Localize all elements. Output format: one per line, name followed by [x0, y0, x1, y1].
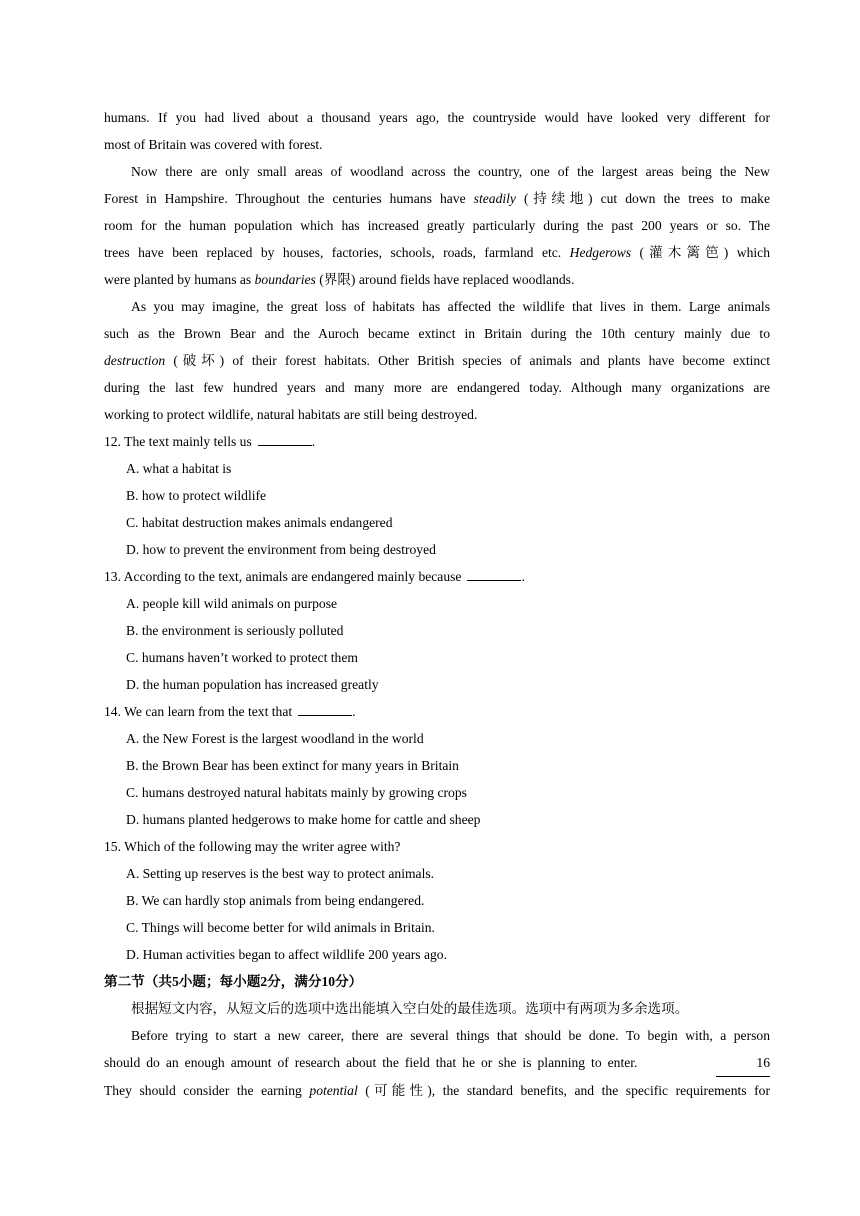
passage-paragraph-0	[104, 104, 770, 158]
text-line	[104, 185, 770, 212]
italic-term: boundaries	[254, 272, 316, 287]
text-run: Forest in Hampshire. Throughout the centuries humans have	[104, 191, 474, 206]
option-b: B. how to protect wildlife	[126, 488, 267, 503]
text-run: (灌木篱笆) which	[631, 245, 770, 260]
option-b: B. the Brown Bear has been extinct for many years in Britain	[126, 758, 459, 773]
text-run: They should consider the earning	[104, 1083, 310, 1098]
italic-term: destruction	[104, 353, 166, 368]
text-line: humans. If you had lived about a thousand years ago, the countryside would have looked very different for	[104, 110, 770, 125]
question-end: .	[352, 704, 356, 719]
text-run: (可能性), the standard benefits, and the specific requirements for	[357, 1083, 770, 1098]
question-stem: 15. Which of the following may the writer agree with?	[104, 839, 401, 854]
text-line: room for the human population which has increased greatly particularly during the past 200 years or so. The	[104, 218, 770, 233]
text-run: should do an enough amount of research about the field that he or she is planning to enter.	[104, 1055, 638, 1070]
option-c: C. Things will become better for wild animals in Britain.	[126, 920, 435, 935]
text-line: during the last few hundred years and many more are endangered today. Although many organizations are	[104, 380, 770, 395]
text-line	[104, 1077, 770, 1104]
question-13	[104, 563, 770, 590]
text-run: were planted by humans as	[104, 272, 255, 287]
text-run: (界限) around fields have replaced woodlands.	[315, 272, 575, 287]
text-line: Now there are only small areas of woodland across the country, one of the largest areas being the New	[131, 164, 770, 179]
question-15	[104, 833, 770, 860]
text-run: (持续地) cut down the trees to make	[515, 191, 770, 206]
option-d: D. the human population has increased greatly	[126, 677, 379, 692]
question-end: .	[311, 434, 316, 449]
section-heading: 第二节（共5小题；每小题2分，满分10分）	[104, 974, 363, 989]
text-line	[104, 239, 770, 266]
option-a: A. Setting up reserves is the best way to protect animals.	[126, 866, 435, 881]
blank-number: 16	[716, 1049, 770, 1077]
option-b: B. the environment is seriously polluted	[126, 623, 344, 638]
text-line	[104, 1049, 770, 1077]
question-stem: 14. We can learn from the text that	[104, 704, 293, 719]
text-line: working to protect wildlife, natural habitats are still being destroyed.	[104, 407, 478, 422]
question-stem: 13. According to the text, animals are endangered mainly because	[104, 569, 462, 584]
text-run: trees have been replaced by houses, factories, schools, roads, farmland etc.	[104, 245, 570, 260]
question-14	[104, 698, 770, 725]
answer-blank	[467, 566, 521, 581]
section-instruction: 根据短文内容，从短文后的选项中选出能填入空白处的最佳选项。选项中有两项为多余选项。	[131, 1001, 689, 1016]
question-end: .	[521, 569, 525, 584]
text-line	[104, 266, 770, 293]
option-c: C. humans haven’t worked to protect them	[126, 650, 358, 665]
option-c: C. habitat destruction makes animals endangered	[126, 515, 393, 530]
italic-term: Hedgerows	[569, 245, 632, 260]
passage-paragraph-2	[104, 293, 770, 428]
text-line	[104, 347, 770, 374]
text-line: most of Britain was covered with forest.	[104, 137, 323, 152]
option-a: A. the New Forest is the largest woodland in the world	[126, 731, 424, 746]
text-run: (破坏) of their forest habitats. Other British species of animals and plants have become extinct	[165, 353, 770, 368]
section2-paragraph	[104, 1022, 770, 1104]
answer-blank	[298, 701, 352, 716]
question-12	[104, 428, 770, 455]
italic-term: potential	[309, 1083, 358, 1098]
question-stem: 12. The text mainly tells us	[104, 434, 252, 449]
italic-term: steadily	[473, 191, 516, 206]
option-c: C. humans destroyed natural habitats mainly by growing crops	[126, 785, 467, 800]
option-d: D. humans planted hedgerows to make home for cattle and sheep	[126, 812, 481, 827]
option-d: D. Human activities began to affect wildlife 200 years ago.	[126, 947, 447, 962]
text-line: As you may imagine, the great loss of habitats has affected the wildlife that lives in them. Large animals	[131, 299, 770, 314]
option-a: A. people kill wild animals on purpose	[126, 596, 338, 611]
option-b: B. We can hardly stop animals from being endangered.	[126, 893, 425, 908]
document-page	[104, 104, 770, 1104]
text-line: such as the Brown Bear and the Auroch became extinct in Britain during the 10th century mainly due to	[104, 326, 770, 341]
option-d: D. how to prevent the environment from being destroyed	[126, 542, 436, 557]
passage-paragraph-1	[104, 158, 770, 293]
text-line: Before trying to start a new career, there are several things that should be done. To begin with, a person	[131, 1028, 770, 1043]
answer-blank	[258, 431, 312, 446]
option-a: A. what a habitat is	[126, 461, 232, 476]
